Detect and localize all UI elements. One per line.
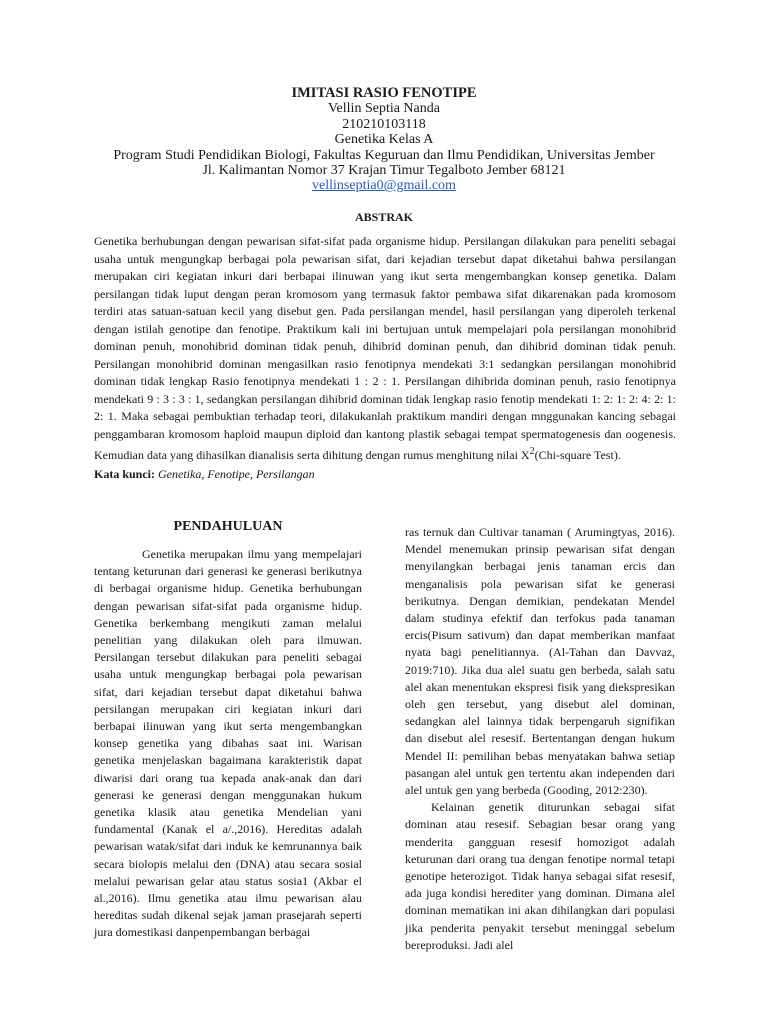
student-id: 210210103118 — [342, 116, 426, 132]
left-column — [94, 519, 362, 942]
chi-square-superscript: 2 — [529, 446, 535, 457]
section-heading-introduction: PENDAHULUAN — [173, 519, 283, 534]
keywords — [94, 467, 315, 482]
keywords-label: Kata kunci: — [94, 467, 156, 481]
right-column — [405, 524, 675, 954]
abstract-end: (Chi-square Test). — [534, 448, 621, 462]
author-name: Vellin Septia Nanda — [328, 101, 440, 117]
introduction-paragraph-2: ras ternuk dan Cultivar tanaman ( Arumingtyas, 2016). Mendel menemukan prinsip pewarisan sifat dengan menyilangkan berbagai jenis tanaman ercis dan menganalisis pola pewarisan sifat ke generasi berikutnya. Dengan demikian, pendekatan Mendel dalam studinya efektif dan terfokus pada tanaman ercis(Pisum sativum) dan dapat memberikan manfaat nyata bagi penelitiannya. (Al-Tahan dan Davvaz, 2019:710). Jika dua alel suatu gen berbeda, salah satu alel akan menentukan ekspresi fisik yang diekspresikan oleh gen tersebut, yang disebut alel dominan, sedangkan alel lainnya tidak berpengaruh signifikan dan disebut alel resesif. Bertentangan dengan hukum Mendel II: pemilihan bebas menyatakan bahwa setiap pasangan alel untuk gen tertentu akan independen dari alel untuk gen yang berbeda (Gooding, 2012:230). — [405, 525, 675, 798]
abstract-heading: ABSTRAK — [354, 210, 413, 224]
email-link[interactable]: vellinseptia0@gmail.com — [312, 178, 456, 194]
introduction-paragraph-3: Kelainan genetik diturunkan sebagai sifat dominan atau resesif. Sebagian besar orang yang menderita gangguan resesif homozigot adalah keturunan dari orang tua dengan fenotipe normal tetapi genotipe heterozigot. Tidak hanya sebagai sifat resesif, ada juga kondisi herediter yang dominan. Dimana alel dominan mematikan ini akan dihilangkan dari populasi jika penderita penyakit tersebut meninggal sebelum bereproduksi. Jadi alel — [405, 800, 675, 952]
abstract-text — [94, 233, 676, 465]
affiliation: Program Studi Pendidikan Biologi, Fakultas Keguruan dan Ilmu Pendidikan, Universitas Jember — [113, 147, 655, 163]
paper-header — [0, 86, 768, 194]
paper-title: IMITASI RASIO FENOTIPE — [291, 85, 477, 101]
introduction-paragraph-1: Genetika merupakan ilmu yang mempelajari tentang keturunan dari generasi ke generasi berikutnya di berbagai organisme hidup. Genetika berhubungan dengan pewarisan sifat-sifat pada organisme hidup. Genetika berkembang mengikuti zaman melalui penelitian yang dilakukan oleh para ilmuwan. Persilangan tersebut dilakukan para peneliti sebagai usaha untuk mengungkap berbagai pola pewarisan sifat, dari kejadian tersebut dapat diketahui bahwa persilangan merupakan ciri kegiatan inkuri dari berbapai ilinuwan yang ikut serta mengembangkan konsep genetika yang dibahas saat ini. Warisan genetika menjelaskan bagaimana karakteristik dapat diwarisi dari orang tua kepada anak-anak dan dari generasi ke generasi dengan menggunakan hukum genetika klasik atau genetika Mendelian yani fundamental (Kanak el a/.,2016). Hereditas adalah pewarisan watak/sifat dari induk ke kemrunannya baik secara biolopis melalui den (DNA) atau secara sosial melalui pewarisan gelar atau status sosia1 (Akbar el al.,2016). Ilmu genetika atau ilmu pewarisan alau hereditas sudah dikenal sejak jaman prasejarah seperti jura domestikasi danpenpembangan berbagai — [94, 547, 362, 940]
abstract-body: Genetika berhubungan dengan pewarisan sifat-sifat pada organisme hidup. Persilangan dilakukan para peneliti sebagai usaha untuk mengungkap berbagai pola pewarisan sifat, dari kejadian tersebut dapat diketahui bahwa persilangan merupakan ciri kegiatan inkuri dari berbapai ilinuwan yang ikut serta mengembangkan konsep genetika. Dalam persilangan tidak luput dengan peran kromosom yang termasuk faktor pembawa sifat dikarenakan pada kromosom terdiri atas satuan-satuan kecil yang disebut gen. Pada persilangan mendel, hasil persilangan yang diperoleh terkenal dengan istilah genotipe dan fenotipe. Praktikum kali ini bertujuan untuk mempelajari pola persilangan monohibrid dominan penuh, monohibrid dominan tidak penuh, dihibrid dominan penuh, dan dihibrid dominan tidak penuh. Persilangan monohibrid dominan mengasilkan rasio fenotipnya mendekati 3:1 sedangkan persilangan monohibrid dominan tidak lengkap Rasio fenotipnya mendekati 1 : 2 : 1. Persilangan dihibrida dominan penuh, rasio fenotipnya mendekati 9 : 3 : 3 : 1, sedangkan persilangan dihibrid dominan tidak lengkap rasio fenotip mendekati 1: 2: 1: 2: 4: 2: 1: 2: 1. Maka sebagai pembuktian terhadap teori, dilakukanlah praktikum mandiri dengan mnggunakan kancing sebagai penggambaran kromosom haploid maupun diploid dan kantong plastik sebagai tempat spermatogenesis dan oogenesis. Kemudian data yang dihasilkan dianalisis serta dihitung dengan rumus menghitung nilai X — [94, 234, 676, 462]
class-name: Genetika Kelas A — [334, 132, 434, 148]
address: Jl. Kalimantan Nomor 37 Krajan Timur Tegalboto Jember 68121 — [202, 163, 566, 179]
keywords-text: Genetika, Fenotipe, Persilangan — [158, 467, 315, 481]
